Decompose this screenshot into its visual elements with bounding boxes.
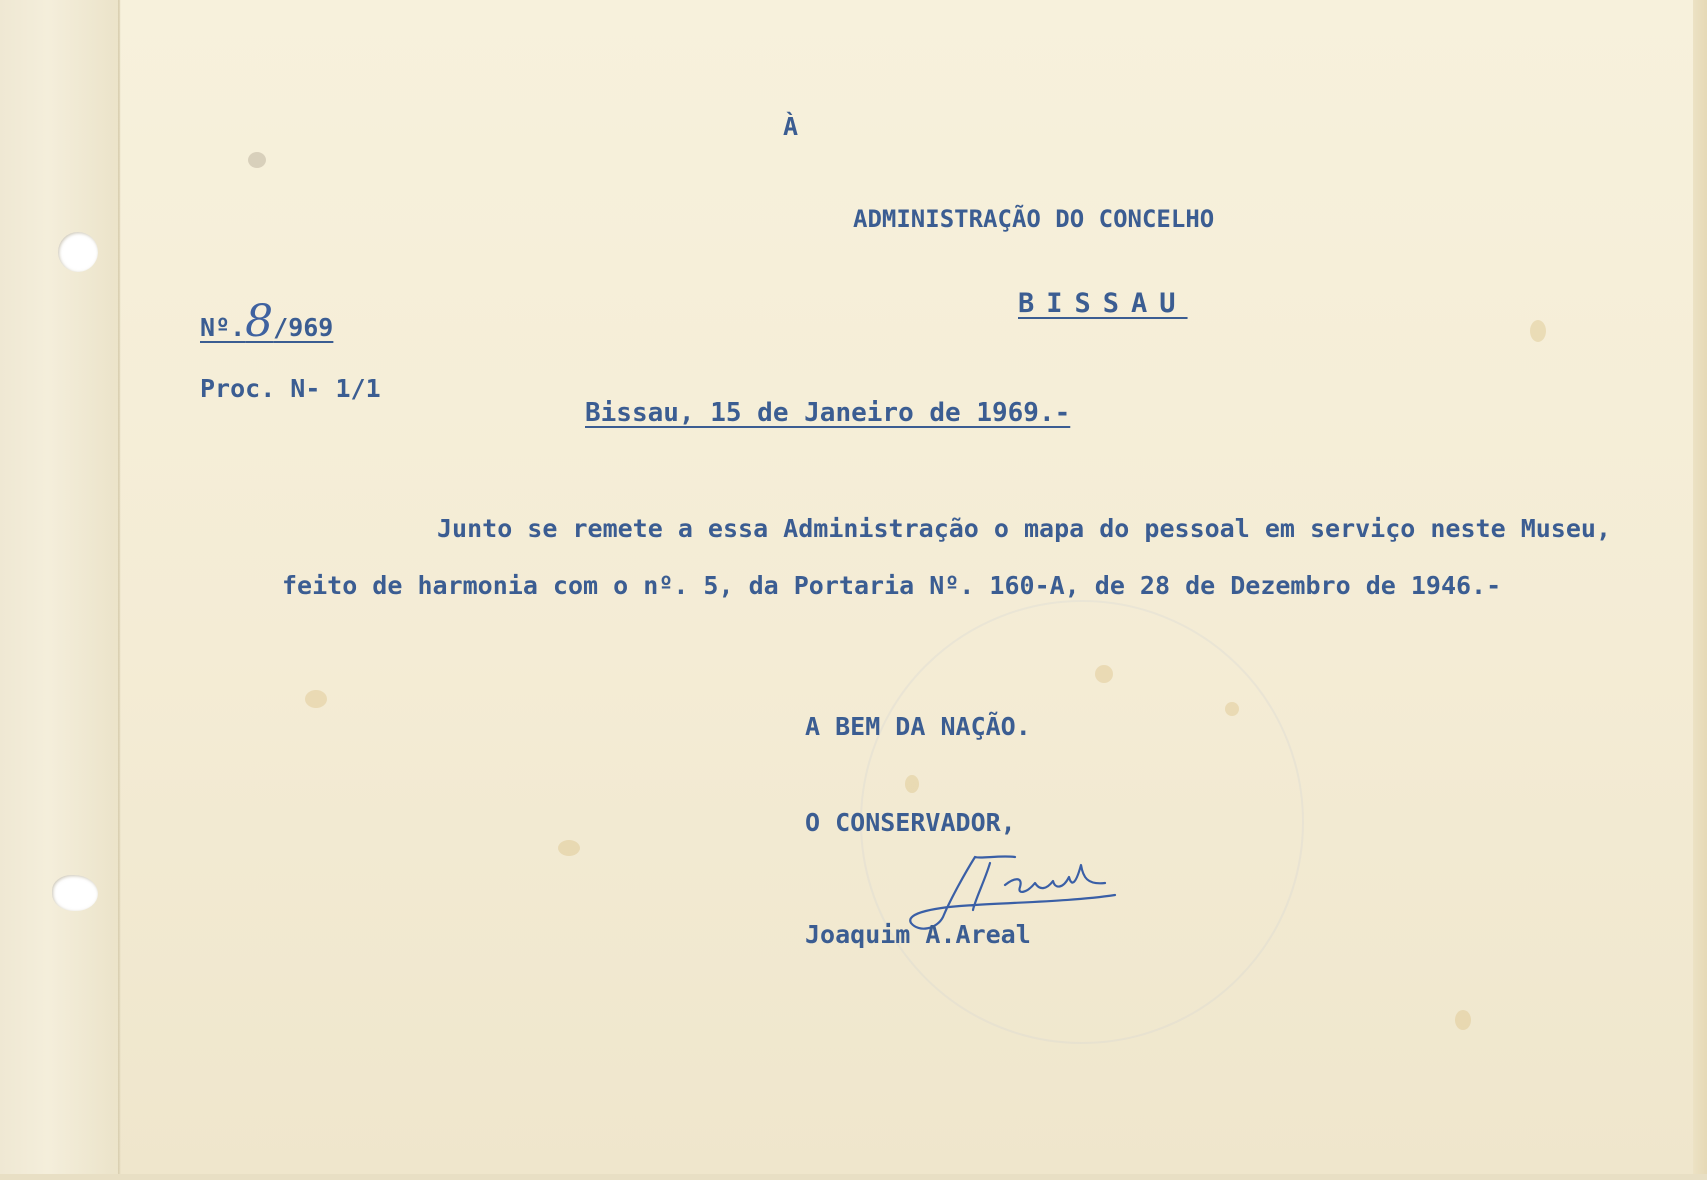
punch-hole-icon xyxy=(58,232,98,272)
reference-handwritten-number: 8 xyxy=(245,296,274,347)
reference-prefix: Nº. xyxy=(200,313,246,342)
reference-number xyxy=(200,296,333,347)
process-reference: Proc. N- 1/1 xyxy=(200,374,381,403)
closing-salutation: A BEM DA NAÇÃO. xyxy=(805,712,1031,741)
paper-stain xyxy=(1530,320,1546,342)
signer-title: O CONSERVADOR, xyxy=(805,808,1016,837)
reference-year: /969 xyxy=(273,313,334,342)
punch-hole-icon xyxy=(52,875,98,911)
recipient-organization: ADMINISTRAÇÃO DO CONCELHO xyxy=(853,205,1215,233)
paper-stain xyxy=(248,152,266,168)
paper-stain xyxy=(558,840,580,856)
recipient-city: BISSAU xyxy=(1018,288,1188,319)
paper-left-margin xyxy=(0,0,120,1180)
addressee-marker: À xyxy=(783,112,799,141)
paper-stain xyxy=(1455,1010,1471,1030)
signer-name: Joaquim A.Areal xyxy=(805,920,1031,949)
paper-stain xyxy=(305,690,327,708)
date-line: Bissau, 15 de Janeiro de 1969.- xyxy=(585,398,1071,428)
paper-bottom-edge xyxy=(0,1174,1707,1180)
paper-right-edge xyxy=(1693,0,1707,1180)
paper-fold-line xyxy=(118,0,121,1180)
letter-body: Junto se remete a essa Administração o mapa do pessoal em serviço neste Museu, feito de harmonia com o nº. 5, da Portaria Nº. 160-A, de 28 de Dezembro de 1946.- xyxy=(282,514,1611,600)
